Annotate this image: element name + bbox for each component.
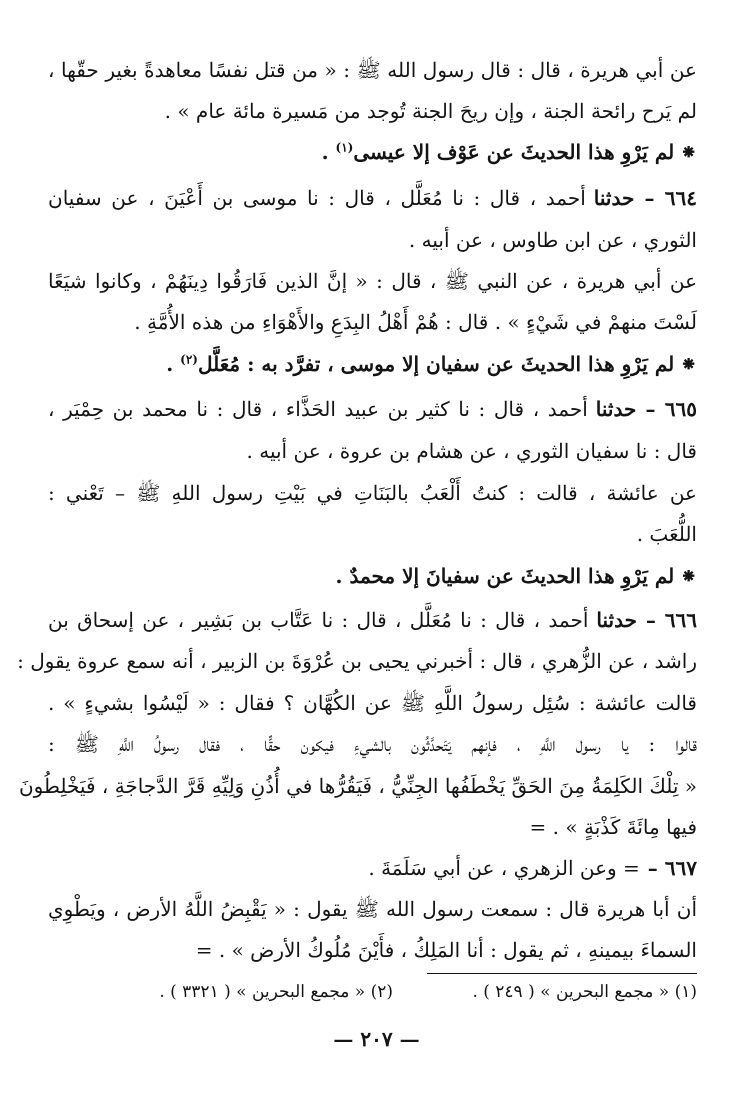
hadith-667-text-line-2: السماءَ بيمينهِ ، ثم يقول : أنا المَلِكُ ، فأَيْنَ مُلُوكُ الأرض » . = [195, 938, 697, 962]
star-icon: ⁕ [680, 352, 697, 376]
hadith-663-text-line-2: لم يَرح رائحة الجنة ، وإن ريحَ الجنة تُوجد من مَسيرة مائة عام » . [164, 99, 697, 123]
hadith-665-text-line-1: عن عائشة ، قالت : كنتُ أَلْعَبُ بالبَنَاتِ في بَيْتِ رسول اللهِ ﷺ – تَعْني : [48, 481, 697, 505]
page-number: — ٢٠٧ — [333, 1027, 420, 1051]
hadith-664-isnad-line-2: الثوري ، عن ابن طاوس ، عن أبيه . [408, 228, 697, 252]
hadith-666-number: ٦٦٦ – حدثنا [596, 608, 697, 632]
hadith-664-isnad-line-1: ٦٦٤ – حدثناأحمد ، قال : نا مُعَلَّل ، قال : نا موسى بن أَعْيَنَ ، عن سفيان [48, 186, 698, 210]
hadith-665-note: ⁕لم يَرْوِ هذا الحديثَ عن سفيانَ إلا محمدٌ . [335, 564, 697, 588]
hadith-666-text-line-3: « تِلْكَ الكَلِمَةُ مِنَ الحَقِّ يَخْطَفُها الجِنِّيُّ ، فَيَقُرُّها في أُذُنِ وَلِيِّهِ قَرَّ الدَّجاجَةِ ، فَيَخْلِطُونَ [18, 774, 697, 798]
hadith-664-text-line-2: لَسْتَ منهمْ في شَيْءٍ » . قال : هُمْ أَهْلُ البِدَعِ والأَهْوَاءِ من هذه الأُمَّةِ . [134, 310, 697, 334]
hadith-665-text-line-2: اللُّعَبَ . [636, 522, 697, 546]
hadith-664-number: ٦٦٤ – حدثنا [593, 186, 698, 210]
hadith-665-isnad-line-1: ٦٦٥ – حدثناأحمد ، قال : نا كثير بن عبيد الحَذَّاء ، قال : نا محمد بن حِمْيَر ، [48, 397, 697, 421]
hadith-665-isnad-line-2: قال : نا سفيان الثوري ، عن هشام بن عروة ، عن أبيه . [246, 439, 697, 463]
footnote-2: (٢) « مجمع البحرين » ( ٣٣٢١ ) . [159, 982, 393, 1002]
hadith-666-isnad-line-1: ٦٦٦ – حدثناأحمد ، قال : نا مُعَلَّل ، قال : نا عَتَّاب بن بَشِير ، عن إسحاق بن [48, 608, 697, 632]
footnote-mark-2: (٢) [180, 352, 198, 367]
hadith-667-text-line-1: أن أبا هريرة قال : سمعت رسول الله ﷺ يقول : « يَقْبِضُ اللَّهُ الأرض ، ويَطْوِي [48, 897, 697, 921]
hadith-666-text-line-1: قالت عائشة : سُئِل رسولُ اللَّهِ ﷺ عن الكُهَّان ؟ فقال : « لَيْسُوا بشيءٍ » . [48, 691, 697, 715]
hadith-663-note: ⁕لم يَرْوِ هذا الحديثَ عن عَوْف إلا عيسى$^{(١)}$ . [321, 140, 697, 164]
hadith-664-text-line-1: عن أبي هريرة ، عن النبي ﷺ ، قال : « إنَّ الذين فَارَقُوا دِينَهُمْ ، وكانوا شيَعًا [48, 269, 697, 293]
hadith-666-isnad-line-2: راشد ، عن الزُّهري ، قال : أخبرني يحيى بن عُرْوَةَ بن الزبير ، أنه سمع عروة يقول : [17, 649, 697, 673]
hadith-663-text-line-1: عن أبي هريرة ، قال : قال رسول الله ﷺ : « من قتل نفسًا معاهدةً بغير حقّها ، [48, 58, 697, 82]
hadith-667-isnad: ٦٦٧ –= وعن الزهري ، عن أبي سَلَمَةَ . [368, 856, 697, 880]
footnote-separator [427, 973, 697, 974]
hadith-665-number: ٦٦٥ – حدثنا [595, 397, 697, 421]
star-icon: ⁕ [680, 564, 697, 588]
footnote-mark-1: (١) [335, 140, 354, 155]
star-icon: ⁕ [680, 140, 697, 164]
footnote-1: (١) « مجمع البحرين » ( ٢٤٩ ) . [472, 982, 697, 1002]
hadith-666-text-line-2: قالوا : يا رسول اللَّهِ ، فإنهم يَتَحدَّثُون بالشيءِ فيكون حقًّا ، فقال رسولُ اللَّهِ ﷺ : [48, 732, 697, 756]
hadith-664-note: ⁕لم يَرْوِ هذا الحديثَ عن سفيان إلا موسى ، تفرَّد به : مُعَلَّل$^{(٢)}$ . [166, 352, 697, 376]
hadith-667-number: ٦٦٧ – [647, 856, 697, 880]
hadith-666-text-line-4: فيها مِائَةَ كَذْبَةٍ » . = [529, 815, 697, 839]
